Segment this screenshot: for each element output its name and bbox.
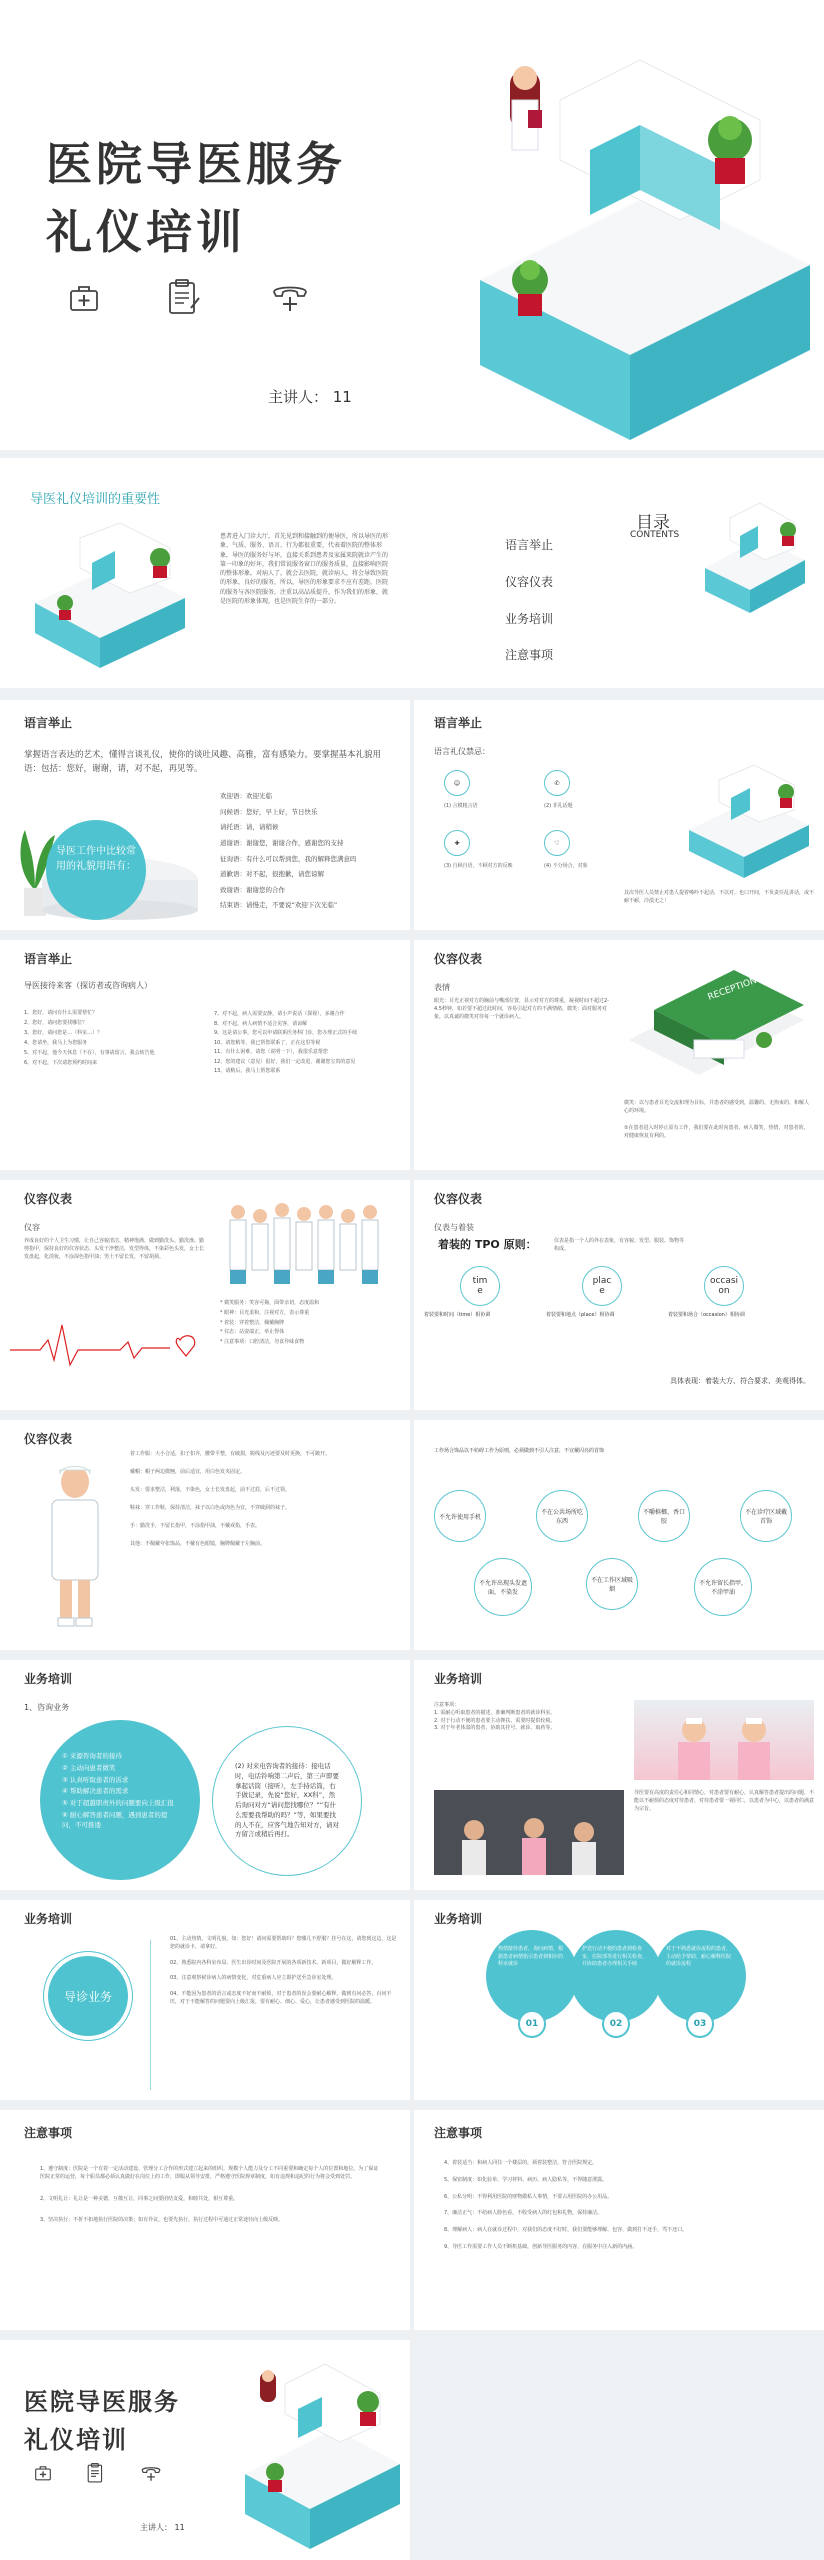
consult-item: ⑥ 耐心解答患者问题，遇到患者的提问，不可推诿	[62, 1810, 168, 1829]
guide-service-label: 导诊业务	[63, 1989, 112, 2004]
reception-item: 7、对不起，病人需要安静，请小声说话（探视），多谢合作	[214, 1011, 345, 1017]
menu-item[interactable]: 注意事项	[505, 648, 554, 663]
note-item: 5、保密制度：如化验单、学习材料、病历、病人隐私等，不得随意泄露。	[444, 2176, 608, 2183]
reception-item: 10、请您稍等，我已帮您联系了，正在这里等候	[214, 1039, 321, 1046]
guide-item: 01、主动热情。文明礼貌，如：您好！请问需要帮助吗？您哪儿不舒服？挂号在这，请您到这边，这是您的就诊卡，请拿好。	[170, 1936, 397, 1950]
reception-item: 13、请稍后，我马上帮您联系	[214, 1068, 281, 1074]
taboo-item: (1) 言模粗言语	[444, 803, 478, 809]
slide-end	[0, 2340, 410, 2560]
slide8-heading: 仪容仪表	[434, 1192, 483, 1206]
task-bubble	[486, 1930, 578, 2022]
reception-item: 12、您的建议（意见）很好，我们一定改进，谢谢您宝贵的意见	[214, 1058, 356, 1065]
slide5-right-list	[214, 1010, 394, 1077]
slide-appearance-2	[0, 1180, 410, 1410]
rule-ring-text: 不嚼槟榔、香口胶	[643, 1509, 686, 1525]
menu-item[interactable]: 语言举止	[505, 538, 554, 552]
tpo-note: 仪表是指一个人的外在表象，有容貌、发型、服装、饰物等构成。	[554, 1238, 685, 1252]
phrase-item: 欢迎语：欢迎光临	[220, 792, 272, 800]
slide2-body: 患者进入门诊大厅，首先见到和接触到的便导医，所以导医的形象、气质、服务、语言、行为都很重要，代表着医院的整体形象，导医的服务好与坏，直接关系到患者及家属来院就诊产生的第一印象的好坏，我们常说服务窗口的服务质量，直接影响医院的整体形象。对病人了，就会去医院，就诊病人，将会导致医院的形象，良好的服务，所以，导医的形象要求不应有差距，医院的服务与各医院服务，注重以高品质提升，作为我们的形象，就是医院的形象体现，也是医院生存的一部分。	[220, 533, 389, 606]
end-title-line2: 礼仪培训	[24, 2426, 128, 2454]
slide9-heading: 仪容仪表	[24, 1432, 73, 1446]
menu-item[interactable]: 业务培训	[505, 611, 554, 626]
phrase-item: 问候语：您好，早上好，节日快乐	[220, 807, 318, 816]
reception-item: 11、有什么困难，请您（说明一下），我很乐意帮您	[214, 1049, 328, 1055]
menu-item[interactable]: 仪容仪表	[505, 574, 554, 589]
tpo-label: 着装要和时间（time）相协调	[424, 1312, 491, 1318]
consult-item: ① 来源咨询者的接待	[62, 1752, 122, 1760]
note-item: 3、坚决执行：不折不扣地执行医院的决策；如有异议，也要先执行，执行过程中可通过正常途径向上级反映。	[40, 2217, 284, 2224]
slide-business-4	[414, 1900, 824, 2100]
slide5-sub: 导医接待来客（探访者或咨询病人）	[24, 981, 152, 990]
appearance-note: * 仪态：站姿端正，举止得体	[220, 1329, 285, 1336]
rule-ring	[694, 1558, 752, 1616]
rule-ring	[474, 1558, 532, 1616]
tpo-circle-label: place	[592, 1276, 612, 1296]
step-number	[602, 2010, 630, 2038]
nurses-photo	[634, 1700, 814, 1780]
rule-ring-text: 不允许留长指甲，不涂甲油	[699, 1580, 748, 1596]
slide6-note1: 微笑：以与患者目光交流和理为目标，并患者的感受到，温馨的、无拘束的、和解人心的环境。	[624, 1100, 810, 1114]
dress-code-item: 戴帽：帽子两边微翘，前后适宜，用白色发夹固定。	[130, 1469, 246, 1475]
task-bubble-text: 护送行动不便的患者到检查室，住院部等进行相关检查，并协助患者办理相关手续	[582, 1946, 648, 1967]
task-bubble	[570, 1930, 662, 2022]
svg-text:RECEPTION: RECEPTION	[706, 975, 759, 1003]
slide4-sub: 语言礼仪禁忌：	[434, 747, 490, 756]
rule-ring-text: 不允许使用手机	[439, 1513, 482, 1521]
slide-business-2	[414, 1660, 824, 1890]
tpo-label: 着装要和地点（place）相协调	[546, 1312, 615, 1318]
reception-item: 3、您好，请问您是…（科室…）？	[24, 1030, 103, 1036]
note-item: 4、着装适当：和病人同住一个楼层的，须着装整洁，符合医院规定。	[444, 2160, 598, 2166]
note-item: 1、遵守制度：医院是一个有着一定活动建设、管理分工合作的形式建立起来的组织，规模个人能力及分工不同重要和确定每个人的位置和地位。为了保证医院正常的运营，每个职员都必须认真做好在岗位上的工作，即服从领导安排，严格遵守医院规章制度，如有违规和违纪的行为将会受到处罚。	[40, 2166, 379, 2180]
slide-speech-3	[0, 940, 410, 1170]
reception-item: 6、对不起，下次请您预约时间来	[24, 1060, 98, 1066]
rule-ring-text: 不在工作区域吸烟	[591, 1577, 634, 1593]
task-bubble-text: 热情接待患者，询问病情，根据患者病情指引患者到相应的科室就诊	[498, 1946, 564, 1967]
slide-speech-1	[0, 700, 410, 930]
phrase-item: 征询语：有什么可以帮到您，我的解释您满意吗	[220, 854, 357, 863]
slide4-desk-illustration	[684, 760, 814, 880]
tpo-circle-label: time	[472, 1276, 488, 1296]
slide-appearance-3	[414, 1180, 824, 1410]
slide5-heading: 语言举止	[24, 952, 73, 966]
cover-speaker: 主讲人： 11	[268, 388, 352, 406]
phrase-item: 请托语：请，请稍候	[220, 823, 279, 832]
slide7-body: 养成良好的个人卫生习惯，让自己容貌清洁、精神饱满，做到勤洗头、勤洗澡、勤剪指甲，保持良好的仪容状态，头发干净整洁，发型得体，不染彩色头发，女士长发盘起，化淡妆，不涂深色指甲油；男士不留长发，不留胡须。	[24, 1238, 205, 1260]
guide-service-badge	[48, 1956, 128, 2036]
tpo-title: 着装的 TPO 原则：	[438, 1238, 537, 1251]
guide-item: 02、熟悉院内各科室布局、医生出诊时间及医院开展的各项新技术、新项目，做好解释工作。	[170, 1959, 377, 1966]
dress-code-item: 手：勤洗手，不留长指甲，不涂指甲油，不戴戒指，手表。	[130, 1523, 261, 1529]
first-aid-kit-icon	[68, 282, 100, 314]
consult-bubble	[40, 1720, 200, 1880]
slide12-caption: 注意事项： 1. 需耐心听取患者的描述，准确判断患者的就诊科室。 2. 对于行动不便的患者要主动搀扶，需要时提供轮椅。 3. 对于年老体弱的患者，协助其挂号、就诊、取药等。	[434, 1702, 556, 1732]
slide12-body: 导医要有高度的责任心和同情心，对患者要有耐心，认真解答患者提出的问题，不能以不耐烦的态度对待患者，对待患者要一视同仁，以患者为中心，以患者的满意为宗旨。	[634, 1790, 815, 1812]
slide-notes-2	[414, 2110, 824, 2330]
slide5-left-list	[24, 1008, 194, 1068]
slide-notes-1	[0, 2110, 410, 2330]
taboo-item: (4) 不分场合，对象	[544, 863, 588, 869]
slide6-body: 眼光：目光正视对方的胸前与嘴部位置，显示对对方的尊重，凝视时间不超过2-4.5秒钟，如若要不超过此时间，容易引起对方的不满情绪，微笑：面对服务对象，以真诚的微笑对待每一个就诊病人。	[434, 998, 609, 1020]
dress-code-item: 鞋袜：穿工作鞋，保持清洁，袜子以白色或肉色为宜，不穿破洞的袜子。	[130, 1505, 291, 1511]
notes-list-right	[444, 2160, 804, 2254]
dress-code-item: 其他：不佩戴夸张饰品，不戴有色眼镜，胸牌佩戴于左胸前。	[130, 1541, 266, 1547]
tpo-circle-place	[582, 1266, 622, 1306]
cover-title-line2: 礼仪培训	[46, 205, 246, 259]
slide7-heading: 仪容仪表	[24, 1192, 73, 1206]
slide11-heading: 业务培训	[24, 1672, 73, 1686]
note-item: 8、理解病人：病人在就诊过程中，对我们的态度不好时，我们要能够理解、包容，做到打不还手，骂不还口。	[444, 2227, 688, 2233]
tpo-circle-occasion	[704, 1266, 744, 1306]
slide-appearance-1	[414, 940, 824, 1170]
phone-cross-icon	[270, 278, 310, 316]
taboo-item: (3) 自顾自语，不顾对方的反映	[444, 863, 513, 869]
toc-subtitle: CONTENTS	[630, 530, 680, 540]
step-number-text: 02	[609, 2019, 623, 2029]
taboo-item: (2) 非礼话题	[544, 803, 573, 809]
dress-code-list	[130, 1450, 395, 1551]
mini-desk-illustration	[30, 518, 190, 668]
slide13-heading: 业务培训	[24, 1912, 73, 1926]
divider-line	[150, 1940, 151, 2090]
taboo-icon-1: ☺	[444, 770, 470, 796]
reception-desk-illustration	[460, 40, 820, 440]
appearance-note: * 注意事项：口腔清洁，勿食异味食物	[220, 1339, 305, 1345]
slide16-heading: 注意事项	[434, 2126, 483, 2140]
reception-item: 2、您好，请问您要找哪位？	[24, 1020, 88, 1026]
reception-item: 8、对不起，病人病情不适合见客，请谅解	[214, 1020, 308, 1027]
slide6-heading: 仪容仪表	[434, 952, 483, 966]
phrase-item: 道谢语：谢谢您，谢谢合作，感谢您的支持	[220, 838, 344, 847]
guide-item: 04、不能因为患者的语言或态度不好而不耐烦，对于患者的误会要耐心解释，做到有问必答，百问不厌，对于不能解答的问题要向上级汇报，要有耐心、细心、爱心，让患者感受到医院的温暖。	[170, 1991, 392, 2005]
taboo-icon-2: ✆	[544, 770, 570, 796]
hospital-lobby-illustration	[624, 970, 809, 1090]
slide10-title: 工作场合饰品以不妨碍工作为原则，必须做到不引人注意，不宜戴闪亮的首饰	[434, 1448, 605, 1454]
step-number	[518, 2010, 546, 2038]
heartbeat-line-icon	[10, 1320, 210, 1370]
note-item: 9、导医工作需要工作人员不断机基础，创新导医服务的内容，在服务中注入新的内涵。	[444, 2243, 638, 2250]
reception-item: 1、您好，请问有什么需要帮忙？	[24, 1010, 98, 1016]
slide-appearance-4	[0, 1420, 410, 1650]
rule-ring-text: 不在诊疗区域戴首饰	[745, 1509, 788, 1525]
taboo-icon-4: ♡	[544, 830, 570, 856]
slide-cover	[0, 0, 824, 450]
staff-photo	[434, 1790, 624, 1875]
rule-ring	[740, 1490, 792, 1542]
task-bubble	[654, 1930, 746, 2022]
appearance-note: * 微笑服务：笑容可掬，面带亲切，态度温和	[220, 1300, 320, 1306]
taboo-icon-3: ✚	[444, 830, 470, 856]
clipboard-icon	[166, 278, 202, 316]
slide6-note2: ②在患者进入时停止原有工作，我们要在此时向患者、病人微笑，热情，对患者的、对健康恢复有利的。	[624, 1125, 809, 1139]
task-bubble-text: 对于不熟悉就诊流程的患者，主动给予帮助，耐心解释医院的就诊流程	[666, 1946, 732, 1967]
consult-item: ③ 认真听取患者的诉求	[62, 1775, 129, 1784]
rule-ring-text: 不允许出现头发遮面，不染发	[479, 1580, 528, 1596]
note-item: 7、廉洁正气：不给病人脸色看，不收受病人的红包和礼物，保持廉洁。	[444, 2210, 603, 2217]
slide4-heading: 语言举止	[434, 716, 483, 730]
dress-code-item: 头发：要求整洁，利落，不染色，女士长发盘起，前不过眉，后不过领。	[130, 1487, 291, 1493]
toc-title: 目录	[636, 513, 670, 533]
end-title-line1: 医院导医服务	[24, 2388, 180, 2416]
slide8-sub: 仪表与着装	[434, 1223, 474, 1232]
appearance-note: * 着装：穿着整洁，佩戴胸牌	[220, 1319, 285, 1326]
slide3-intro: 掌握语言表达的艺术，懂得言谈礼仪，使你的谈吐风趣、高雅，富有感染力。要掌握基本礼貌用语：包括：您好，谢谢，请，对不起，再见等。	[24, 750, 382, 775]
guide-items	[170, 1936, 400, 2009]
slide2-heading: 导医礼仪培训的重要性	[30, 492, 161, 507]
consult-item: ④ 帮助解决患者的需求	[62, 1787, 129, 1796]
step-number	[686, 2010, 714, 2038]
note-item: 6、公私分明：不得利用医院的财物做私人事情，不要占用医院的办公用品。	[444, 2193, 613, 2200]
phone-consult-ring	[212, 1726, 362, 1876]
slide-importance	[0, 458, 824, 688]
slide-speech-2	[414, 700, 824, 930]
slide15-heading: 注意事项	[24, 2126, 73, 2140]
clipboard-icon	[86, 2462, 106, 2484]
cover-title-line1: 医院导医服务	[46, 137, 346, 191]
first-aid-kit-icon	[34, 2464, 52, 2482]
note-item: 2、文明礼让：礼让是一种美德，互敬互让，同事之间要团结友爱，和睦共处，相互尊重。	[40, 2195, 239, 2202]
slide12-heading: 业务培训	[434, 1672, 483, 1686]
medical-staff-illustration	[220, 1190, 400, 1290]
tpo-circle-label: occasion	[709, 1276, 739, 1296]
slide-appearance-5	[414, 1420, 824, 1650]
slide7-sub: 仪容	[24, 1223, 40, 1232]
phone-consult-text: (2) 对来电咨询者的接待：接电话时，电话铃响第二声后，第三声即要拿起话筒（接听），左手持话筒，右手做记录，先说“您好，XX科”，然后询问对方“请问您找哪位？”“有什么需要我帮助的吗？”等，如果要找的人不在，应客气地告知对方，请对方留言或稍后再打。	[235, 1762, 339, 1839]
tpo-bottom: 具体表现：着装大方、符合要求、美观得体。	[670, 1377, 810, 1385]
consult-item: ② 主动向患者微笑	[62, 1763, 116, 1772]
slide11-sub: 1、咨询业务	[24, 1703, 70, 1712]
phone-cross-icon	[140, 2462, 162, 2484]
slide3-bubble-text: 导医工作中比较常用的礼貌用语有：	[56, 846, 136, 872]
slide-business-1	[0, 1660, 410, 1890]
end-desk-illustration	[240, 2354, 405, 2554]
slide-business-3	[0, 1900, 410, 2100]
reception-item: 5、对不起，他今天休息（不在），有事请留言，我会转告他	[24, 1050, 155, 1056]
phrase-item: 结束语：请慢走，不要说“欢迎下次光临”	[220, 901, 338, 910]
slide3-heading: 语言举止	[24, 716, 73, 730]
notes-list-left	[40, 2166, 380, 2227]
slide14-heading: 业务培训	[434, 1912, 483, 1926]
guide-item: 03、注意观察候诊病人的病情变化，对危重病人应立即护送至急诊室处理。	[170, 1975, 337, 1982]
reception-item: 4、您请坐，我马上为您服务	[24, 1040, 88, 1046]
end-speaker: 主讲人： 11	[140, 2523, 185, 2532]
step-number-text: 01	[525, 2019, 539, 2029]
slide3-bubble	[46, 820, 146, 920]
rule-ring	[536, 1490, 588, 1542]
nurse-illustration	[30, 1460, 120, 1630]
rule-ring	[638, 1490, 690, 1542]
consult-item: ⑤ 对于超越职责外的问题要向上级汇报	[62, 1799, 174, 1807]
tpo-circle-time	[460, 1266, 500, 1306]
tpo-label: 着装要和场合（occasion）相协调	[668, 1312, 745, 1318]
slide2-menu	[505, 528, 553, 675]
phrase-item: 致谢语：谢谢您的合作	[220, 885, 285, 894]
slide6-sub: 表情	[434, 983, 450, 992]
rule-ring	[434, 1490, 486, 1542]
phrase-item: 道歉语：对不起，很抱歉，请您谅解	[220, 870, 324, 879]
slide7-notes	[220, 1300, 400, 1349]
step-number-text: 03	[693, 2019, 707, 2029]
slide3-phrase-list	[220, 790, 357, 915]
reception-item: 9、这是请公事，您可以申请联系医务科门诊，您办理正式的手续	[214, 1030, 358, 1036]
toc-desk-illustration	[700, 498, 810, 618]
appearance-note: * 眼神：目光柔和，注视对方，表示尊重	[220, 1309, 310, 1316]
slide4-note: 其次导医人员禁止对患人提着嗓吟不起话，不以对，也口开间，不负责任乱讲话，或不耐不耐，冷漠无之！	[624, 890, 815, 904]
rule-ring	[586, 1558, 638, 1610]
rule-ring-text: 不在公共场所吃东西	[541, 1509, 584, 1525]
dress-code-item: 着工作服：大小合适，扣子扣齐，腰带平整，有破损，脱线及污迹要及时更换，不可敞开。	[130, 1451, 331, 1457]
